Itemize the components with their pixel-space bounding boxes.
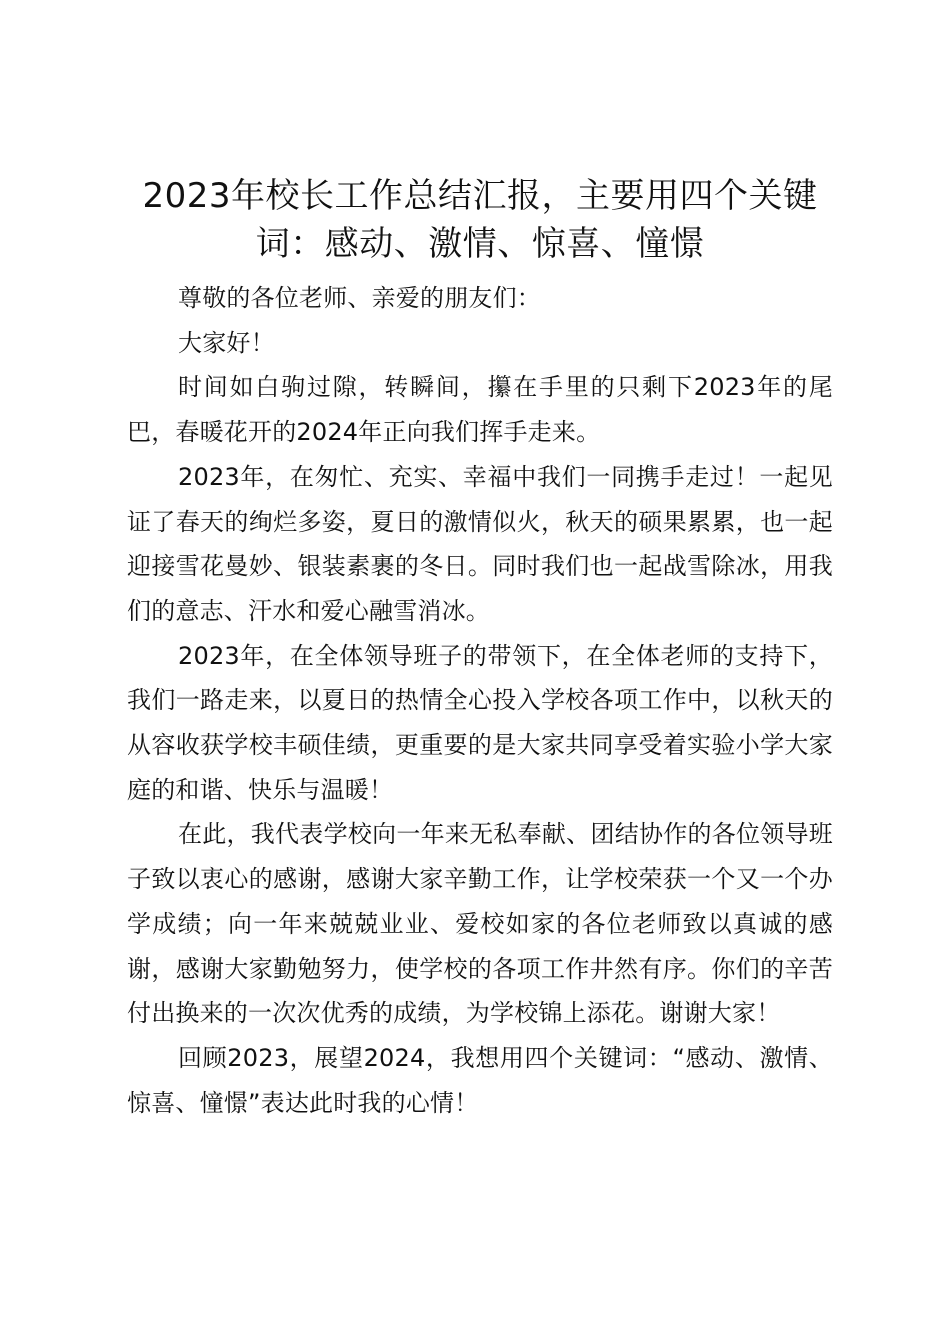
salutation: 尊敬的各位老师、亲爱的朋友们： (178, 284, 541, 312)
body-paragraph: 时间如白驹过隙，转瞬间，攥在手里的只剩下2023年的尾巴，春暖花开的2024年正向我们挥手走来。 (127, 373, 833, 447)
greeting: 大家好！ (178, 328, 275, 357)
body-paragraph: 2023年，在全体领导班子的带领下，在全体老师的支持下，我们一路走来，以夏日的热情全心投入学校各项工作中，以秋天的从容收获学校丰硕佳绩，更重要的是大家共同享受着实验小学大家庭的和谐、快乐与温暖！ (127, 641, 833, 804)
document-title: 2023年校长工作总结汇报，主要用四个关键词：感动、激情、惊喜、憧憬 (142, 176, 818, 264)
body-paragraph: 2023年，在匆忙、充实、幸福中我们一同携手走过！一起见证了春天的绚烂多姿，夏日的激情似火，秋天的硕果累累，也一起迎接雪花曼妙、银装素裹的冬日。同时我们也一起战雪除冰，用我们的意志、汗水和爱心融雪消冰。 (127, 462, 833, 625)
body-paragraph: 在此，我代表学校向一年来无私奉献、团结协作的各位领导班子致以衷心的感谢，感谢大家辛勤工作，让学校荣获一个又一个办学成绩；向一年来兢兢业业、爱校如家的各位老师致以真诚的感谢，感谢大家勤勉努力，使学校的各项工作井然有序。你们的辛苦付出换来的一次次优秀的成绩，为学校锦上添花。谢谢大家！ (127, 820, 833, 1028)
body-paragraph: 回顾2023，展望2024，我想用四个关键词：“感动、激情、惊喜、憧憬”表达此时我的心情！ (127, 1043, 833, 1117)
document-body (127, 276, 833, 1125)
